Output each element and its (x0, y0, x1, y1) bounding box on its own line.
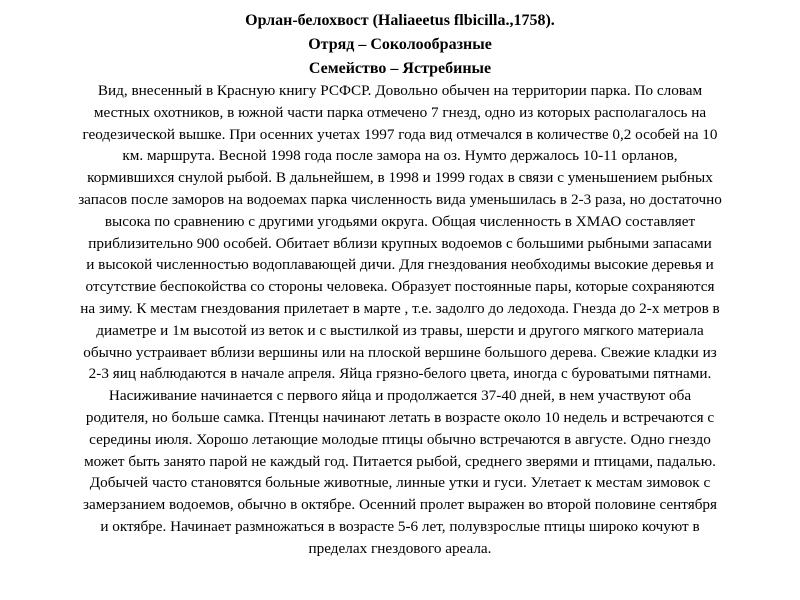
description-line: приблизительно 900 особей. Обитает вблизи крупных водоемов с большими рыбными запасами (88, 234, 712, 252)
description-line: пределах гнездового ареала. (308, 539, 492, 557)
description-line: замерзанием водоемов, обычно в октябре. Осенний пролет выражен во второй половине сентября (82, 496, 717, 514)
description-line: и октябре. Начинает размножаться в возрасте 5-6 лет, полувзрослые птицы широко кочуют в (100, 517, 700, 535)
description-line: кормившихся снулой рыбой. В дальнейшем, в 1998 и 1999 годах в связи с уменьшением рыбных (87, 169, 713, 187)
description-line: обычно устраивает вблизи вершины или на плоской вершине большого дерева. Свежие кладки из (83, 343, 717, 361)
description-line: геодезической вышке. При осенних учетах 1997 года вид отмечался в количестве 0,2 особей на 10 (82, 125, 718, 143)
description-line: может быть занято парой не каждый год. Питается рыбой, среднего зверями и птицами, падалью. (84, 452, 716, 470)
description-line: Вид, внесенный в Красную книгу РСФСР. Довольно обычен на территории парка. По словам (97, 82, 703, 99)
description-line: запасов после заморов на водоемах парка численность вида уменьшилась в 2-3 раза, но достаточно (78, 190, 722, 208)
description-line: местных охотников, в южной части парка отмечено 7 гнезд, одно из которых располагалось на (93, 103, 707, 121)
description-line: 2-3 яиц наблюдаются в начале апреля. Яйца грязно-белого цвета, иногда с буроватыми пятнами. (88, 365, 712, 383)
description-line: км. маршрута. Весной 1998 года после замора на оз. Нумто держалось 10-11 орланов, (122, 147, 678, 165)
description-line: высока по сравнению с другими угодьями округа. Общая численность в ХМАО составляет (104, 212, 696, 230)
description-line: и высокой численностью водоплавающей дичи. Для гнездования необходимы высокие деревья и (86, 256, 714, 274)
description-line: середины июля. Хорошо летающие молодые птицы обычно встречаются в августе. Одно гнездо (89, 430, 711, 448)
family-heading: Семейство – Ястребиные (308, 60, 492, 77)
description-line: отсутствие беспокойства со стороны человека. Образует постоянные пары, которые сохраняются (85, 278, 715, 296)
description-line: на зиму. К местам гнездования прилетает в марте , т.е. задолго до ледохода. Гнезда до 2-х метров в (80, 299, 720, 317)
species-description (24, 80, 776, 560)
description-line: Насиживание начинается с первого яйца и продолжается 37-40 дней, в нем участвуют оба (108, 387, 692, 405)
order-heading: Отряд – Соколообразные (308, 36, 492, 53)
description-line: родителя, но больше самка. Птенцы начинают летать в возрасте около 10 недель и встречаются с (85, 408, 715, 426)
species-title: Орлан-белохвост (Haliaeetus flbicilla.,1758). (245, 12, 555, 29)
description-line: Добычей часто становятся больные животные, линные утки и гуси. Улетает к местам зимовок с (89, 474, 711, 492)
description-line: диаметре и 1м высотой из веток и с выстилкой из травы, шерсти и другого мягкого материала (96, 321, 704, 339)
